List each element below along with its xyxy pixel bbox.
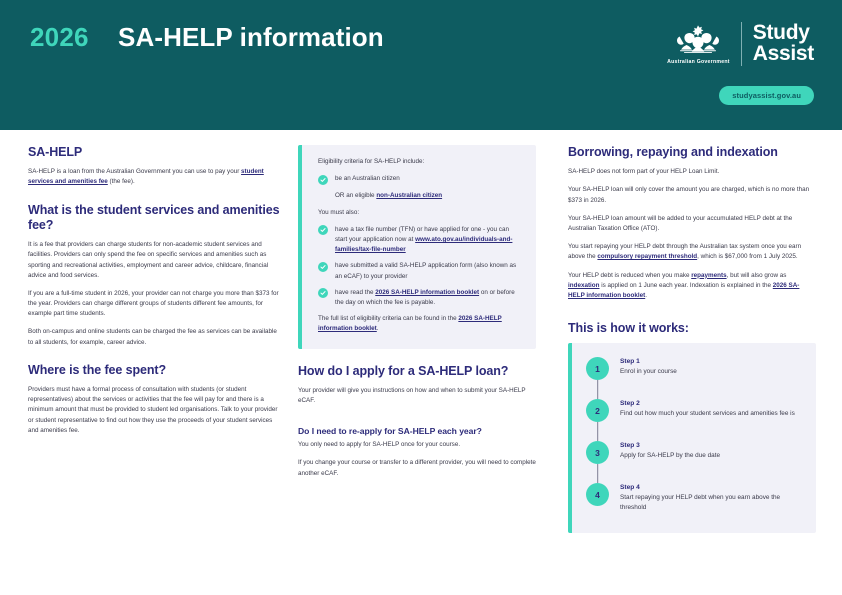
step-number-badge: 1 (586, 357, 609, 380)
compulsory-repayment-threshold-link[interactable]: compulsory repayment threshold (597, 253, 698, 261)
tfn-text: have a tax file number (TFN) or have applied for one - you can start your application now at (335, 225, 509, 243)
repayments-link[interactable]: repayments (691, 271, 727, 279)
step-label: Step 2 (620, 400, 640, 408)
heading-how-do-i-apply: How do I apply for a SA-HELP loan? (298, 363, 509, 378)
page-header (0, 0, 842, 130)
logo-divider (741, 22, 742, 66)
check-circle-icon (318, 225, 328, 235)
spacer (568, 309, 816, 321)
intro-text-a: SA-HELP is a loan from the Australian Government you can use to pay your (28, 168, 242, 176)
eligibility-item-text (335, 288, 522, 308)
step-bubble-column (586, 483, 609, 506)
indexation-text-b: , but will also grow as (726, 271, 787, 279)
step-label: Step 3 (620, 442, 640, 450)
indexation-text-c: is applied on 1 June each year. Indexation is explained in the (599, 281, 773, 289)
eligibility-item-text (335, 225, 522, 256)
booklet-text-a: have read the (335, 288, 376, 296)
eligibility-footnote (318, 314, 522, 334)
middle-column (298, 145, 536, 479)
ato-debt-paragraph: Your SA-HELP loan amount will be added to your accumulated HELP debt at the Australian Taxation Office (ATO). (568, 214, 793, 232)
check-circle-icon (318, 175, 328, 185)
heading-sa-help: SA-HELP (28, 145, 83, 159)
fee-amount-paragraph: If you are a full-time student in 2026, your provider can not charge you more than $373 for the year. Providers can charge different groups of students different fee amounts, for example part time students. (28, 289, 279, 318)
step-text-block (620, 357, 802, 377)
brand-logo-block (667, 18, 814, 70)
logo-line-2: Assist (752, 42, 814, 65)
non-australian-citizen-link[interactable]: non-Australian citizen (376, 191, 443, 199)
spacer (298, 349, 536, 364)
threshold-text-b: , which is $67,000 from 1 July 2025. (697, 253, 798, 261)
left-column (28, 145, 280, 436)
fee-description-paragraph: It is a fee that providers can charge students for non-academic student services and facilities. Providers can only spend the fee on specific services and amenities such as sporting and recreational activities, employment and career advice, childcare, financial advice and food services. (28, 241, 269, 279)
indexation-text-a: Your HELP debt is reduced when you make (568, 271, 692, 279)
loan-limit-paragraph: SA-HELP does not form part of your HELP Loan Limit. (568, 168, 720, 176)
step-item (586, 483, 802, 517)
step-connector-line (597, 464, 599, 483)
eligibility-item (318, 261, 522, 281)
page-title: SA-HELP information (118, 22, 384, 52)
check-circle-icon (318, 288, 328, 298)
reapply-paragraph-1: You only need to apply for SA-HELP once for your course. (298, 441, 461, 449)
booklet-text-b: on or before the day on which the fee is payable. (335, 288, 515, 306)
heading-borrowing-repaying: Borrowing, repaying and indexation (568, 145, 778, 159)
indexation-paragraph (568, 271, 816, 302)
step-item (586, 357, 802, 399)
heading-how-it-works: This is how it works: (568, 321, 689, 336)
eligibility-item (318, 288, 522, 308)
heading-where-is-fee-spent: Where is the fee spent? (28, 362, 167, 377)
sa-help-intro-paragraph (28, 167, 280, 187)
step-connector-line (597, 380, 599, 399)
reapply-paragraph-2: If you change your course or transfer to a different provider, you will need to complete another eCAF. (298, 459, 536, 477)
logo-line-1: Study (752, 21, 810, 45)
step-description: Find out how much your student services and amenities fee is (620, 410, 795, 418)
step-description: Enrol in your course (620, 368, 677, 376)
loan-coverage-paragraph: Your SA-HELP loan will only cover the amount you are charged, which is no more than $373 in 2026. (568, 186, 810, 204)
step-item (586, 399, 802, 441)
how-it-works-panel (568, 343, 816, 533)
step-bubble-column (586, 399, 609, 422)
eligibility-item (318, 174, 522, 185)
check-circle-icon (318, 262, 328, 272)
eligibility-item-alternative (335, 191, 522, 201)
indexation-text-d: . (645, 291, 647, 299)
sa-help-booklet-link-footnote[interactable]: 2026 SA-HELP information booklet (318, 315, 502, 333)
apply-instructions-paragraph: Your provider will give you instructions on how and when to submit your SA-HELP eCAF. (298, 386, 526, 404)
australian-government-crest (667, 24, 730, 65)
step-label: Step 1 (620, 358, 640, 366)
heading-what-is-fee: What is the student services and amenities fee? (28, 202, 280, 232)
study-assist-wordmark (753, 23, 814, 64)
spacer (28, 356, 280, 363)
step-bubble-column (586, 441, 609, 464)
sa-help-booklet-link[interactable]: 2026 SA-HELP information booklet (375, 288, 480, 296)
step-number-badge: 2 (586, 399, 609, 422)
step-number-badge: 4 (586, 483, 609, 506)
step-text-block (620, 399, 802, 419)
step-label: Step 4 (620, 484, 640, 492)
indexation-link[interactable]: indexation (568, 281, 600, 289)
eligibility-intro: Eligibility criteria for SA-HELP include: (318, 158, 425, 165)
eligibility-criteria-box (298, 145, 536, 349)
subheading-reapply: Do I need to re-apply for SA-HELP each year? (298, 426, 482, 437)
eligibility-item (318, 225, 522, 256)
alt-text-a: OR an eligible (335, 191, 377, 199)
footnote-text-b: . (376, 325, 379, 333)
step-text-block (620, 441, 802, 461)
step-item (586, 441, 802, 483)
step-text-block (620, 483, 802, 513)
student-services-fee-link[interactable]: student services and amenities fee (28, 168, 264, 186)
eligibility-item-text: be an Australian citizen (335, 175, 400, 183)
crest-label: Australian Government (667, 58, 730, 65)
step-description: Start repaying your HELP debt when you earn above the threshold (620, 494, 781, 512)
step-bubble-column (586, 357, 609, 380)
fee-availability-paragraph: Both on-campus and online students can be charged the fee as services can be available to all students, for example, career advice. (28, 328, 277, 346)
sa-help-booklet-link-indexation[interactable]: 2026 SA-HELP information booklet (568, 281, 800, 299)
header-year: 2026 (30, 22, 89, 52)
ato-tfn-link[interactable]: www.ato.gov.au/individuals-and-families/tax-file-number (335, 236, 513, 254)
footnote-text-a: The full list of eligibility criteria can be found in the (318, 315, 459, 323)
right-column (568, 145, 816, 533)
website-url-pill[interactable]: studyassist.gov.au (719, 86, 814, 105)
step-number-badge: 3 (586, 441, 609, 464)
eligibility-also-label: You must also: (318, 208, 360, 216)
spacer (28, 196, 280, 203)
eligibility-item-text: have submitted a valid SA-HELP application form (also known as an eCAF) to your provider (335, 262, 517, 280)
coat-of-arms-icon (676, 24, 720, 57)
spacer (298, 414, 536, 426)
threshold-text-a: You start repaying your HELP debt through the Australian tax system once you earn above the (568, 243, 802, 261)
fee-spent-paragraph: Providers must have a formal process of consultation with students (or student representatives) about the services or activities that the fee will pay for and there is a minimum amount that must be provided to student led organisations. Talk to your provider or student representative to find out how they use the proceeds of your student services and amenities fee. (28, 386, 278, 434)
step-description: Apply for SA-HELP by the due date (620, 452, 721, 460)
repayment-threshold-paragraph (568, 242, 816, 262)
step-connector-line (597, 422, 599, 441)
intro-text-b: (the fee). (107, 178, 135, 186)
